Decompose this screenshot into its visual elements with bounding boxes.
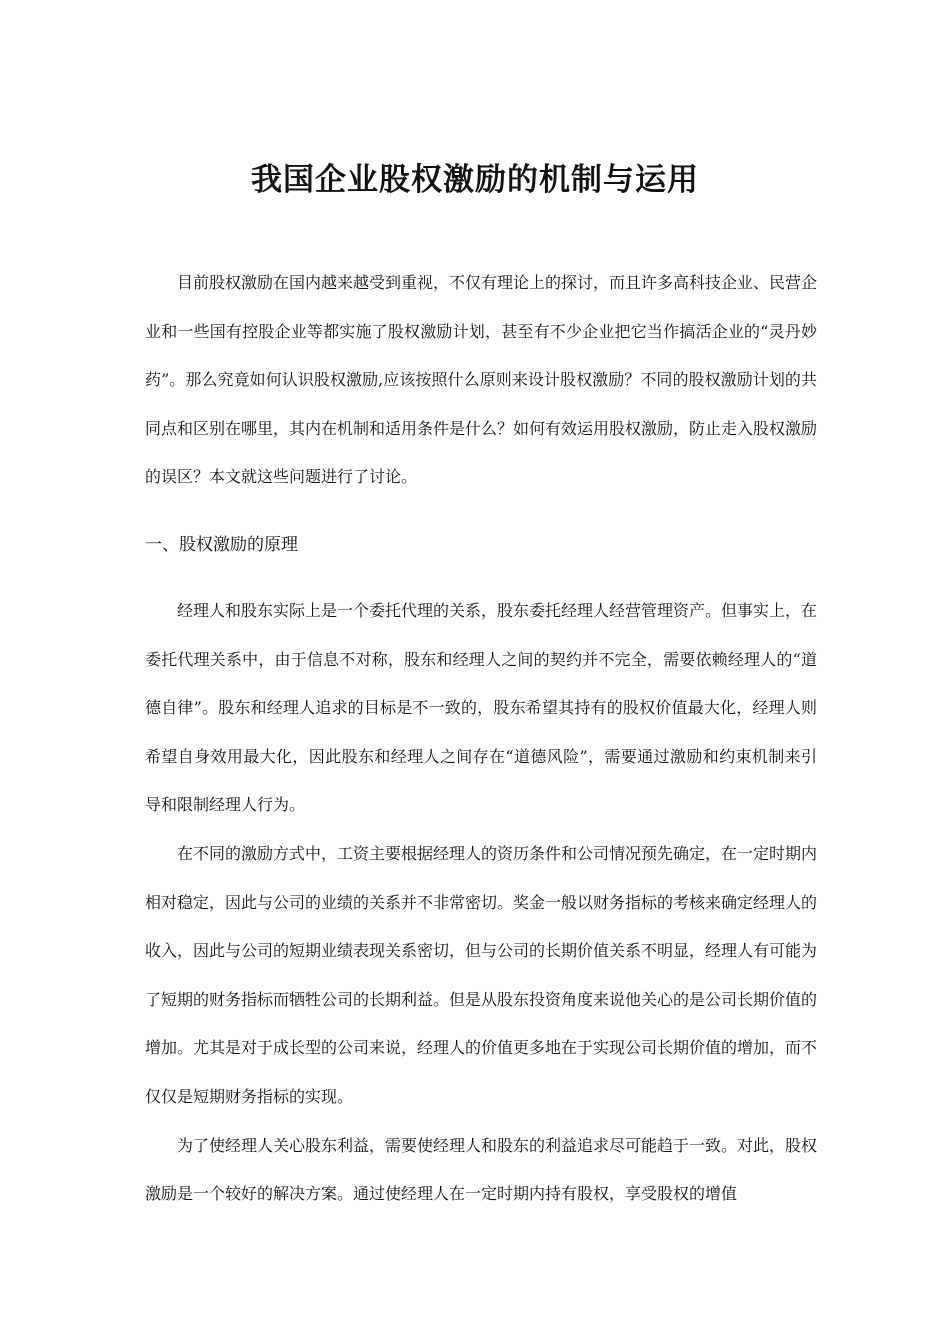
body-paragraph: 为了使经理人关心股东利益，需要使经理人和股东的利益追求尽可能趋于一致。对此，股权激励是一个较好的解决方案。通过使经理人在一定时期内持有股权，享受股权的增值 [145, 1135, 818, 1204]
body-paragraph: 经理人和股东实际上是一个委托代理的关系，股东委托经理人经营管理资产。但事实上，在委托代理关系中，由于信息不对称，股东和经理人之间的契约并不完全，需要依赖经理人的“道德自律”。股东和经理人追求的目标是不一致的，股东希望其持有的股权价值最大化，经理人则希望自身效用最大化，因此股东和经理人之间存在“道德风险”，需要通过激励和约束机制来引导和限制经理人行为。 [145, 601, 818, 815]
section-heading: 一、股权激励的原理 [145, 535, 298, 555]
section-body [145, 587, 817, 1219]
intro-section [145, 259, 817, 502]
intro-paragraph: 目前股权激励在国内越来越受到重视，不仅有理论上的探讨，而且许多高科技企业、民营企业和一些国有控股企业等都实施了股权激励计划，甚至有不少企业把它当作搞活企业的“灵丹妙药”。那么究竟如何认识股权激励,应该按照什么原则来设计股权激励？不同的股权激励计划的共同点和区别在哪里，其内在机制和适用条件是什么？如何有效运用股权激励，防止走入股权激励的误区？本文就这些问题进行了讨论。 [145, 273, 818, 487]
body-paragraph: 在不同的激励方式中，工资主要根据经理人的资历条件和公司情况预先确定，在一定时期内相对稳定，因此与公司的业绩的关系并不非常密切。奖金一般以财务指标的考核来确定经理人的收入，因此与公司的短期业绩表现关系密切，但与公司的长期价值关系不明显，经理人有可能为了短期的财务指标而牺牲公司的长期利益。但是从股东投资角度来说他关心的是公司长期价值的增加。尤其是对于成长型的公司来说，经理人的价值更多地在于实现公司长期价值的增加，而不仅仅是短期财务指标的实现。 [145, 843, 818, 1106]
document-title: 我国企业股权激励的机制与运用 [251, 162, 699, 198]
